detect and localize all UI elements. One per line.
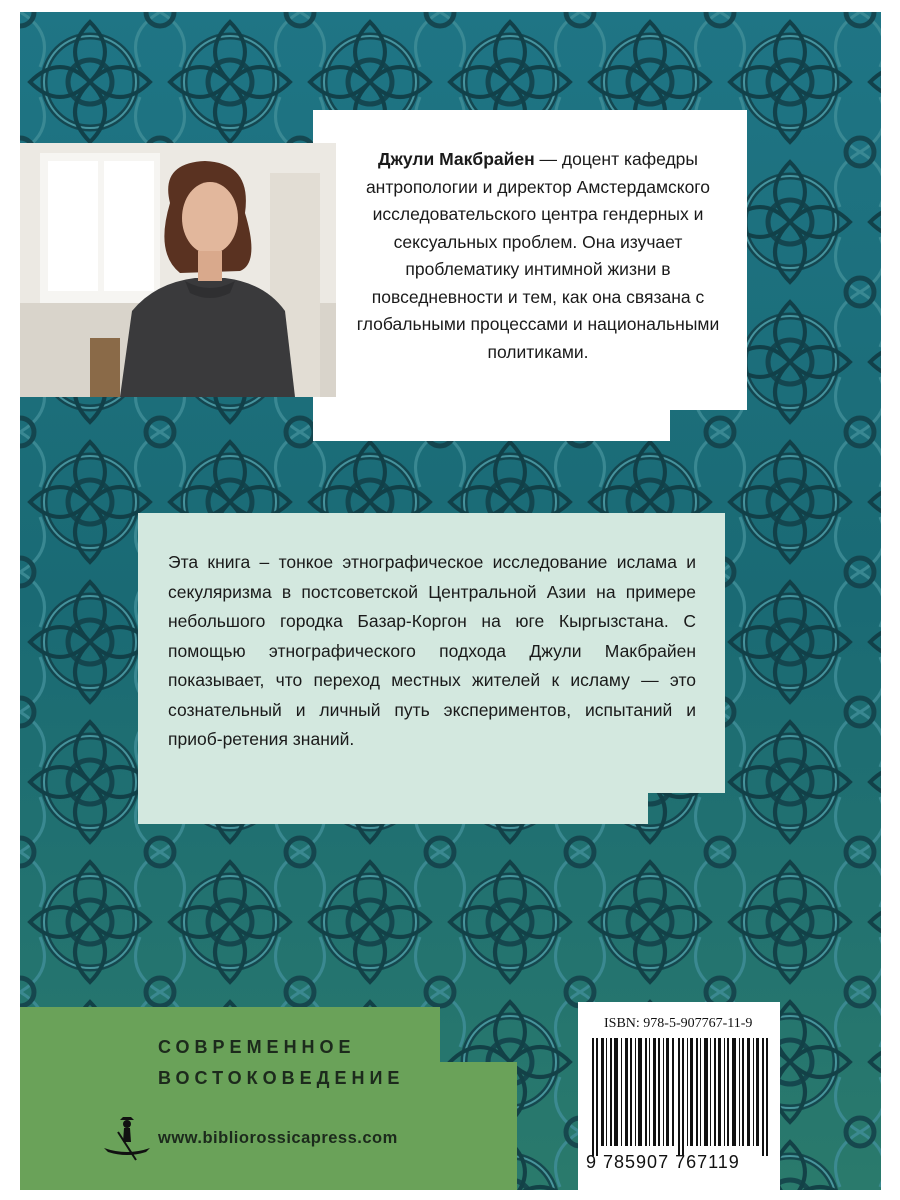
boat-rower-icon xyxy=(100,1114,154,1162)
author-panel xyxy=(20,110,747,441)
series-title xyxy=(158,1032,404,1094)
isbn-label: ISBN: 978-5-907767-11-9 xyxy=(604,1016,753,1031)
isbn-barcode-panel xyxy=(578,1002,780,1190)
series-title-line1: СОВРЕМЕННОЕ xyxy=(158,1037,356,1057)
barcode-digits: 9 785907 767119 xyxy=(586,1152,740,1172)
book-back-cover xyxy=(20,12,881,1190)
author-name: Джули Макбрайен xyxy=(377,149,535,169)
author-bio-text: — доцент кафедры антропологии и директор Амстердамского исследовательского центра гендерных и сексуальных проблем. Она изучает проблематику интимной жизни в повседневности и тем, как она связана с глобальными процессами и национальными политиками. xyxy=(356,149,720,362)
author-bio xyxy=(343,146,733,366)
publisher-website: www.bibliorossicapress.com xyxy=(158,1129,398,1147)
book-description-text: Эта книга – тонкое этнографическое исследование ислама и секуляризма в постсоветской Центральной Азии на примере небольшого городка Базар-Коргон на юге Кыргызстана. С помощью этнографического подхода Джули Макбрайен показывает, что переход местных жителей к исламу — это сознательный и личный путь экспериментов, испытаний и приоб-ретения знаний. xyxy=(168,552,696,749)
description-panel xyxy=(138,513,725,824)
author-photo xyxy=(20,143,336,397)
book-description xyxy=(168,548,696,755)
series-title-line2: ВОСТОКОВЕДЕНИЕ xyxy=(158,1068,405,1088)
barcode-icon xyxy=(592,1038,772,1156)
